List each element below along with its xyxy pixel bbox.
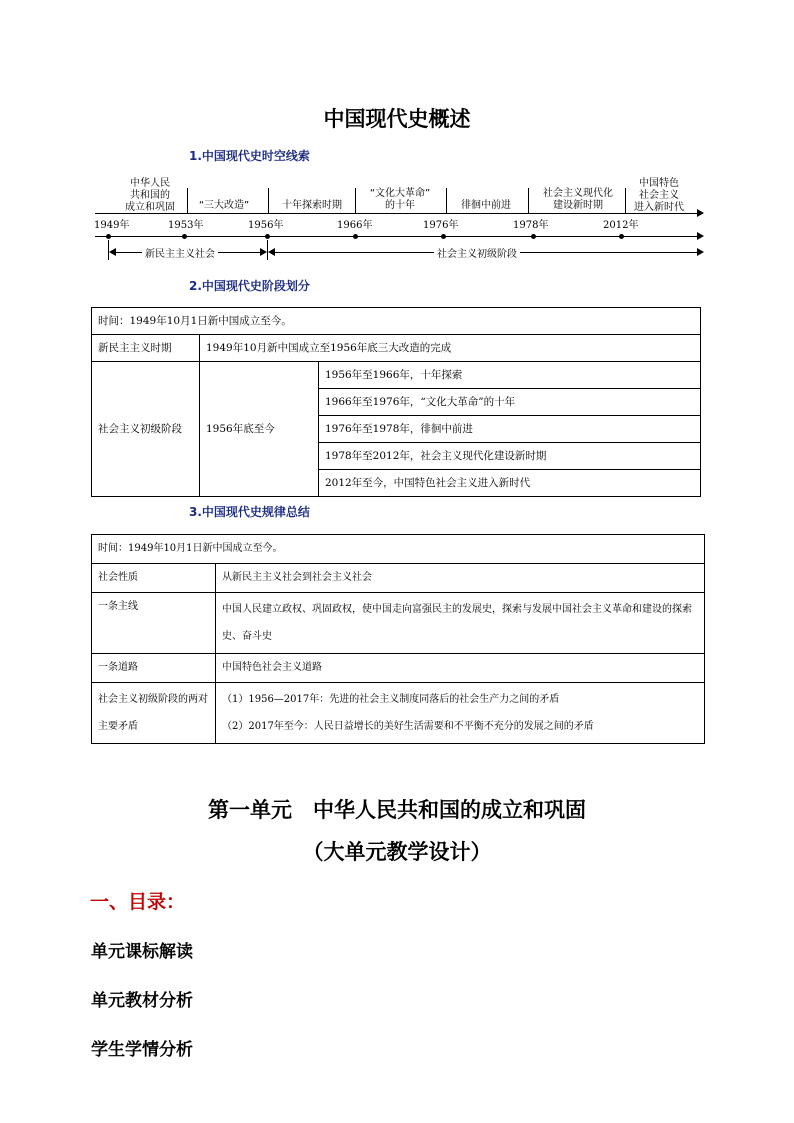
stage-division-table [91, 307, 701, 497]
table-label-cell: 一条道路 [92, 654, 216, 683]
table-item-cell: 1966年至1976年，“文化大革命”的十年 [318, 389, 700, 416]
pattern-summary-table [91, 534, 705, 744]
timeline-dot [441, 234, 446, 239]
timeline-year: 1978年 [513, 220, 549, 231]
timeline-event-7: 中国特色 社会主义 进入新时代 [634, 178, 684, 213]
section-heading-3: 3.中国现代史规律总结 [189, 505, 310, 519]
timeline-event-1: 中华人民 共和国的 成立和巩固 [125, 178, 175, 213]
timeline-event-3: 十年探索时期 [282, 200, 342, 211]
table-sub-cell: 1956年底至今 [200, 362, 319, 497]
section-heading-1: 1.中国现代史时空线索 [189, 149, 310, 163]
toc-item: 学生学情分析 [91, 1040, 193, 1060]
timeline-event-6: 社会主义现代化 建设新时期 [543, 188, 613, 211]
timeline-year: 1956年 [248, 220, 284, 231]
toc-item: 单元课标解读 [91, 942, 193, 962]
table-label-cell: 社会主义初级阶段的两对主要矛盾 [92, 683, 216, 744]
period-primary-stage: 社会主义初级阶段 [434, 245, 520, 260]
unit-subtitle: （大单元教学设计） [302, 840, 492, 864]
table-value-cell: 中国特色社会主义道路 [216, 654, 705, 683]
table-label-cell: 新民主主义时期 [92, 335, 200, 362]
timeline-dot [531, 234, 536, 239]
table-value-cell: 从新民主主义社会到社会主义社会 [216, 564, 705, 593]
timeline-dot [265, 234, 270, 239]
table-item-cell: 1976年至1978年，徘徊中前进 [318, 416, 700, 443]
timeline-event-4: “文化大革命” 的十年 [369, 188, 431, 211]
table-value-cell: 中国人民建立政权、巩固政权，使中国走向富强民主的发展史，探索与发展中国社会主义革命和建设的探索史、奋斗史 [216, 593, 705, 654]
table-label-cell: 社会性质 [92, 564, 216, 593]
table-header-cell: 时间：1949年10月1日新中国成立至今。 [92, 535, 705, 564]
period-new-democracy: 新民主主义社会 [142, 245, 218, 260]
unit-title: 第一单元 中华人民共和国的成立和巩固 [208, 798, 586, 822]
table-item-cell: 2012年至今，中国特色社会主义进入新时代 [318, 470, 700, 497]
table-header-cell: 时间：1949年10月1日新中国成立至今。 [92, 308, 701, 335]
table-item-cell: 1956年至1966年，十年探索 [318, 362, 700, 389]
timeline-dot [182, 234, 187, 239]
timeline-dot [353, 234, 358, 239]
timeline-year: 1953年 [168, 220, 204, 231]
timeline-dot [619, 234, 624, 239]
table-item-cell: 1978年至2012年，社会主义现代化建设新时期 [318, 443, 700, 470]
timeline-axis [95, 213, 697, 214]
timeline-event-2: “三大改造” [198, 200, 250, 211]
section-heading-2: 2.中国现代史阶段划分 [189, 279, 310, 293]
table-value-cell: 1949年10月新中国成立至1956年底三大改造的完成 [200, 335, 701, 362]
timeline-year: 2012年 [603, 220, 639, 231]
table-label-cell: 一条主线 [92, 593, 216, 654]
toc-heading: 一、目录： [90, 891, 186, 913]
table-label-cell: 社会主义初级阶段 [92, 362, 200, 497]
table-value-cell: （1）1956—2017年：先进的社会主义制度同落后的社会生产力之间的矛盾 （2）2017年至今：人民日益增长的美好生活需要和不平衡不充分的发展之间的矛盾 [216, 683, 705, 744]
toc-item: 单元教材分析 [91, 991, 193, 1011]
timeline-event-5: 徘徊中前进 [461, 200, 511, 211]
timeline-year: 1966年 [337, 220, 373, 231]
timeline-dot [106, 234, 111, 239]
timeline-year: 1949年 [94, 220, 130, 231]
timeline-year: 1976年 [423, 220, 459, 231]
page-title: 中国现代史概述 [323, 107, 471, 131]
timeline-axis-arrow [697, 209, 704, 217]
